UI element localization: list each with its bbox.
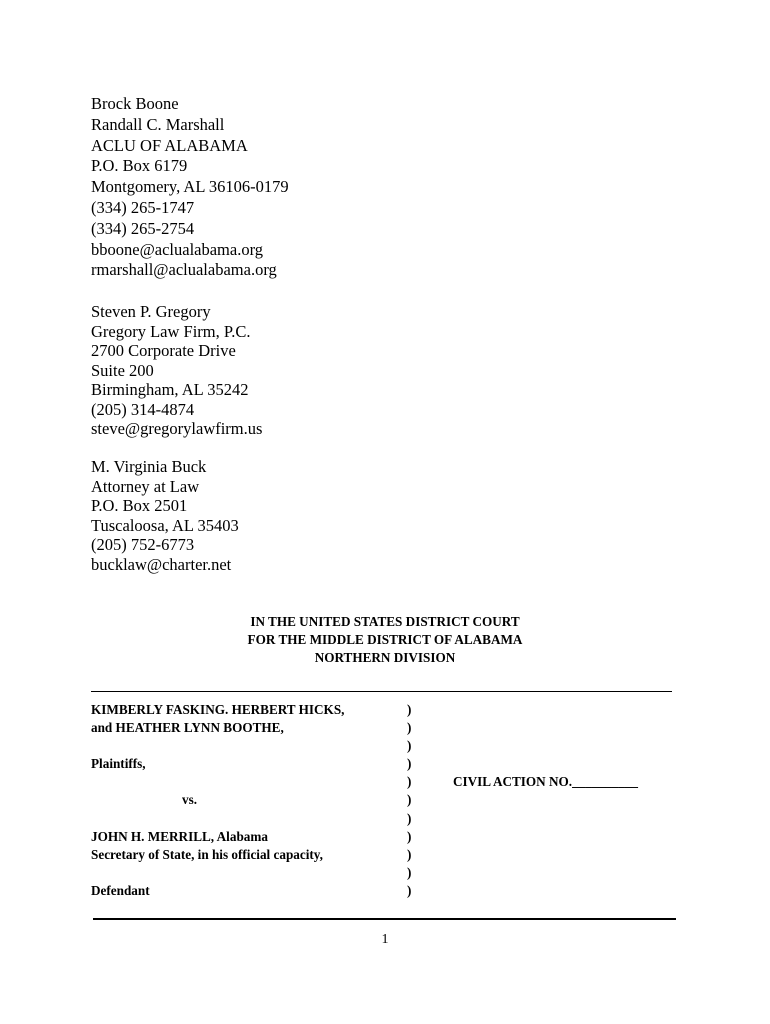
versus-label: vs.	[182, 792, 198, 808]
address-line: Tuscaloosa, AL 35403	[91, 515, 239, 535]
phone-number: (205) 314-4874	[91, 399, 195, 419]
defendant-name: JOHN H. MERRILL, Alabama	[91, 828, 268, 844]
caption-paren: )	[407, 702, 412, 717]
address-line: P.O. Box 2501	[91, 496, 188, 515]
caption-paren: )	[407, 738, 412, 754]
caption-bottom-rule	[93, 918, 676, 920]
plaintiffs-names: and HEATHER LYNN BOOTHE,	[91, 720, 284, 736]
address-line: Birmingham, AL 35242	[91, 380, 249, 399]
attorney-name: Steven P. Gregory	[91, 302, 211, 321]
defendant-label: Defendant	[91, 882, 150, 898]
caption-paren: )	[407, 882, 412, 898]
court-name-line: IN THE UNITED STATES DISTRICT COURT	[250, 614, 520, 629]
caption-paren: )	[407, 846, 412, 862]
defendant-name: Secretary of State, in his official capacity,	[91, 846, 323, 862]
caption-paren-column	[407, 701, 411, 900]
address-line: 2700 Corporate Drive	[91, 341, 236, 360]
phone-number: (334) 265-1747	[91, 197, 195, 217]
case-caption-parties	[91, 701, 344, 900]
caption-paren: )	[407, 828, 412, 844]
attorney-block-aclu	[91, 94, 289, 281]
attorney-name: M. Virginia Buck	[91, 457, 207, 476]
attorney-title: Attorney at Law	[91, 476, 200, 496]
caption-paren: )	[407, 864, 412, 880]
attorney-name: Randall C. Marshall	[91, 114, 225, 134]
email-address: bucklaw@charter.net	[91, 554, 232, 574]
phone-number: (205) 752-6773	[91, 535, 195, 554]
email-address: steve@gregorylawfirm.us	[91, 419, 263, 438]
phone-number: (334) 265-2754	[91, 218, 195, 238]
attorney-block-buck	[91, 457, 239, 574]
court-district-line: FOR THE MIDDLE DISTRICT OF ALABAMA	[247, 632, 523, 648]
caption-paren: )	[407, 810, 412, 826]
email-address: rmarshall@aclualabama.org	[91, 260, 277, 280]
organization-name: ACLU OF ALABAMA	[91, 135, 248, 155]
court-heading	[0, 613, 770, 668]
address-line: Montgomery, AL 36106-0179	[91, 177, 289, 197]
page-number: 1	[381, 932, 389, 947]
court-division-line: NORTHERN DIVISION	[314, 650, 456, 666]
address-line: Suite 200	[91, 360, 154, 380]
organization-name: Gregory Law Firm, P.C.	[91, 321, 251, 341]
caption-paren: )	[407, 774, 412, 790]
caption-top-rule	[91, 691, 672, 692]
caption-paren: )	[407, 756, 412, 772]
address-line: P.O. Box 6179	[91, 156, 188, 176]
attorney-block-gregory	[91, 302, 262, 439]
caption-paren: )	[407, 792, 412, 808]
attorney-name: Brock Boone	[91, 94, 179, 113]
civil-action-number: CIVIL ACTION NO.__________	[453, 774, 639, 789]
caption-paren: )	[407, 720, 412, 736]
plaintiffs-names: KIMBERLY FASKING. HERBERT HICKS,	[91, 702, 345, 717]
email-address: bboone@aclualabama.org	[91, 239, 264, 259]
plaintiffs-label: Plaintiffs,	[91, 756, 146, 772]
